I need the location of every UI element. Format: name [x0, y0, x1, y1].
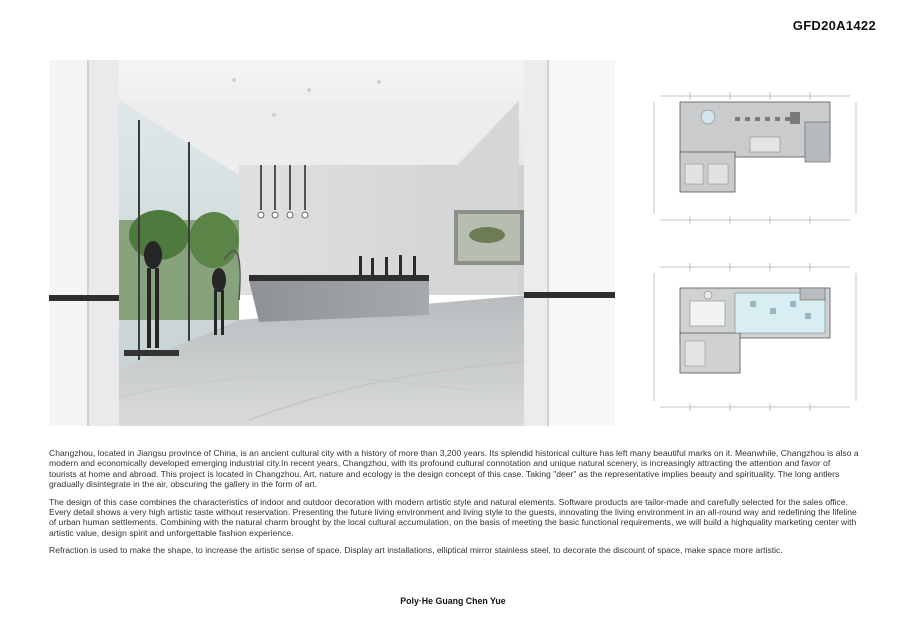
project-description — [49, 448, 859, 563]
floor-plan-upper-image — [650, 92, 860, 224]
interior-render-image — [49, 60, 615, 426]
description-paragraph-1: Changzhou, located in Jiangsu province of China, is an ancient cultural city with a history of more than 3,200 years. Its splendid historical culture has left many beautiful marks on it. Meanwhile, Changzhou is also a modern and economically developed emerging industrial city.In recent years, Changzhou, with its profound cultural connotation and unique natural scenery, is increasingly attracting the attention and favor of tourists at home and abroad. This project is located in Changzhou. Art, nature and ecology is the design concept of this case. Taking "deer" as the representative implies beauty and spirituality. The long antlers gradually disintegrate in the air, obscuring the gallery in the form of art. — [49, 448, 859, 490]
description-paragraph-2: The design of this case combines the characteristics of indoor and outdoor decoration with modern artistic style and natural elements. Software products are tailor-made and carefully selected for the sales office. Every detail shows a very high artistic taste without reservation. Presenting the future living environment and living style to the guests, innovating the living environment in an all-round way and redefining the lifeline of urban human settlements. Combining with the natural charm brought by the local cultural accumulation, on the basis of meeting the basic functional requirements, we will build a highquality marketing center with artistic value, design spirit and unforgettable fashion experience. — [49, 496, 857, 538]
floor-plan-lower-image — [650, 263, 860, 411]
project-credit: Poly·He Guang Chen Yue — [400, 596, 506, 606]
project-code: GFD20A1422 — [792, 18, 876, 33]
description-paragraph-3: Refraction is used to make the shape, to increase the artistic sense of space. Display art installations, elliptical mirror stainless steel, to decorate the discount of space, make space more artistic. — [49, 545, 783, 556]
